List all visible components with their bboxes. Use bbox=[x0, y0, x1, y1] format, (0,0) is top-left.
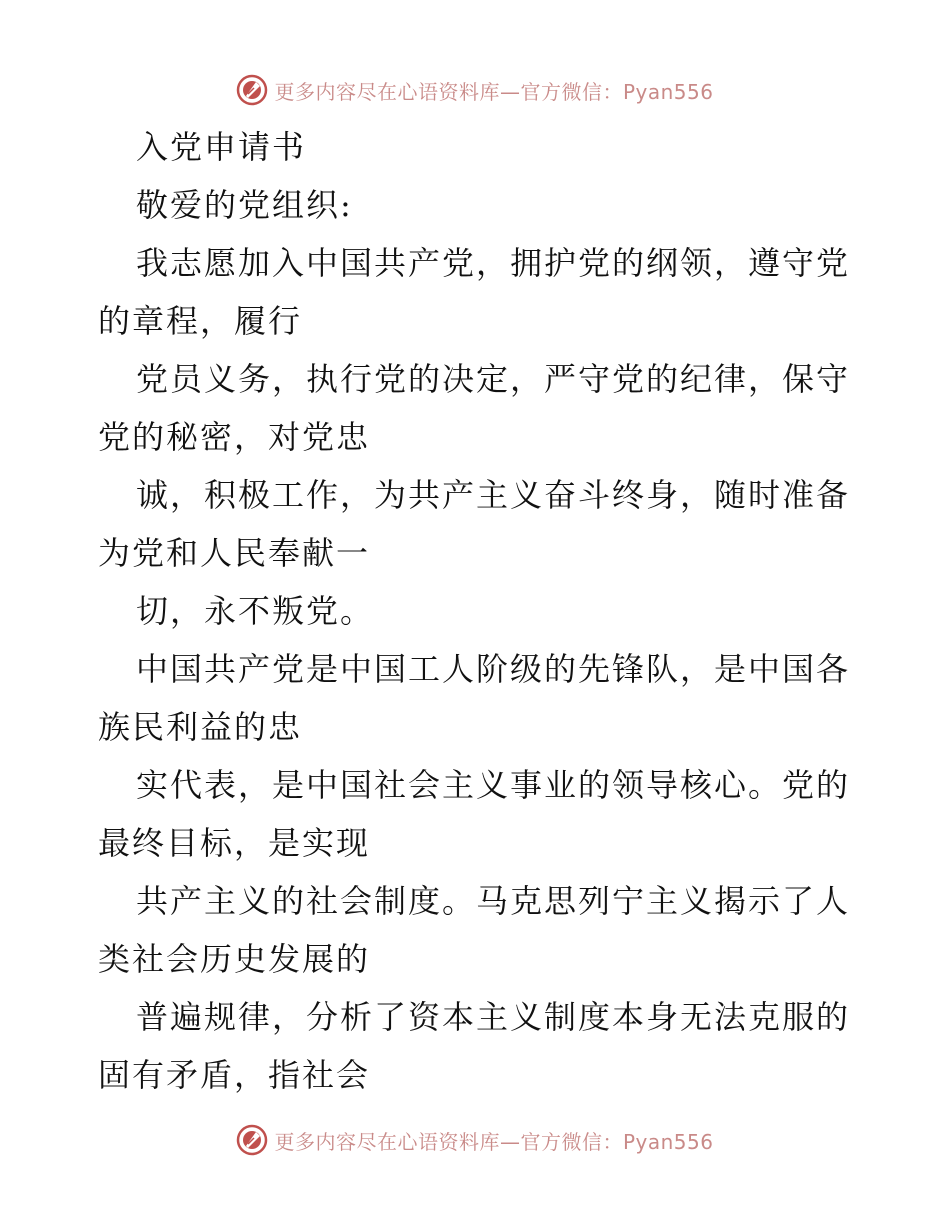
text-line: 党的秘密，对党忠 bbox=[98, 418, 371, 456]
text-line: 共产主义的社会制度。马克思列宁主义揭示了人 bbox=[136, 882, 851, 920]
text-line: 为党和人民奉献一 bbox=[98, 534, 371, 572]
salutation: 敬爱的党组织: bbox=[136, 186, 353, 224]
text-line: 族民利益的忠 bbox=[98, 708, 303, 746]
text-line: 类社会历史发展的 bbox=[98, 940, 371, 978]
text-line: 实代表，是中国社会主义事业的领导核心。党的 bbox=[136, 766, 851, 804]
footer-banner-text: 更多内容尽在心语资料库—官方微信：Pyan556 bbox=[274, 1129, 714, 1154]
pen-nib-logo-icon bbox=[236, 74, 268, 106]
text-line: 党员义务，执行党的决定，严守党的纪律，保守 bbox=[136, 360, 851, 398]
pen-nib-logo-icon bbox=[236, 1124, 268, 1156]
text-line: 切，永不叛党。 bbox=[136, 592, 375, 630]
text-line: 固有矛盾，指社会 bbox=[98, 1056, 371, 1094]
text-line: 的章程，履行 bbox=[98, 302, 303, 340]
footer-banner bbox=[0, 1120, 950, 1160]
text-line: 最终目标，是实现 bbox=[98, 824, 371, 862]
text-line: 中国共产党是中国工人阶级的先锋队，是中国各 bbox=[136, 650, 851, 688]
text-line: 诚，积极工作，为共产主义奋斗终身，随时准备 bbox=[136, 476, 851, 514]
document-body bbox=[98, 118, 858, 1104]
text-line: 我志愿加入中国共产党，拥护党的纲领，遵守党 bbox=[136, 244, 851, 282]
text-line: 普遍规律，分析了资本主义制度本身无法克服的 bbox=[136, 998, 851, 1036]
document-title: 入党申请书 bbox=[136, 128, 307, 166]
header-banner-text: 更多内容尽在心语资料库—官方微信：Pyan556 bbox=[274, 79, 714, 104]
header-banner bbox=[0, 70, 950, 110]
